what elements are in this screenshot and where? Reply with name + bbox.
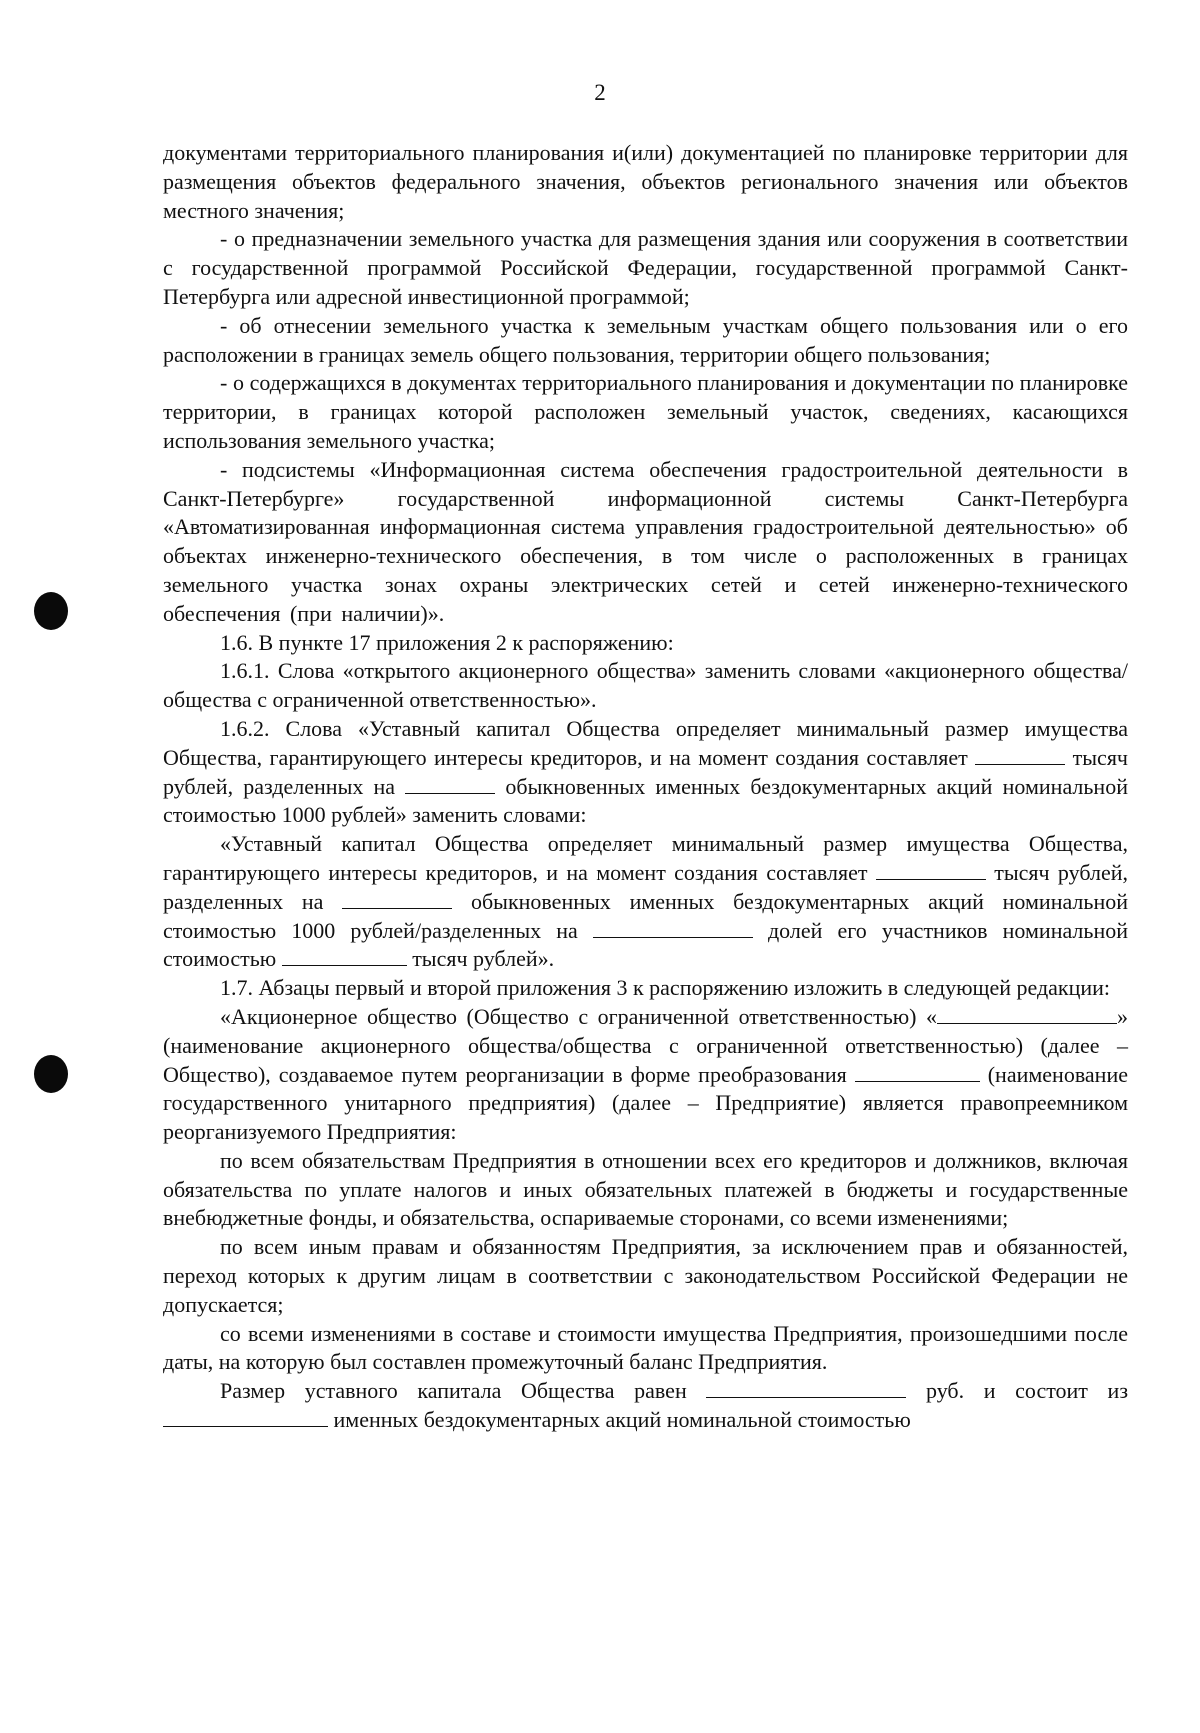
paragraph: 1.6. В пункте 17 приложения 2 к распоряжению: <box>220 629 674 655</box>
blank-field <box>937 1005 1117 1024</box>
blank-field <box>593 919 753 938</box>
page-number: 2 <box>594 80 606 105</box>
paragraph: со всеми изменениями в составе и стоимости имущества Предприятия, произошедшими после даты, на которую был составлен промежуточный баланс Предприятия. <box>163 1320 1128 1375</box>
quote-charter-capital: «Уставный капитал Общества определяет минимальный размер имущества Общества, гарантирующего интересы кредиторов, и на момент создания составляет тысяч рублей, разделенных на обыкновенных именных бездокументарных акций номинальной стоимостью 1000 рублей/разделенных на долей его участников номинальной стоимостью тысяч рублей». <box>163 831 1128 972</box>
paragraph: - о содержащихся в документах территориального планирования и документации по планировке территории, в границах которой расположен земельный участок, сведениях, касающихся использования земельного участка; <box>163 370 1128 453</box>
blank-field <box>163 1408 328 1427</box>
paragraph-capital-size: Размер уставного капитала Общества равен руб. и состоит из именных бездокументарных акций номинальной стоимостью <box>163 1377 1128 1435</box>
blank-field <box>405 775 495 794</box>
quote-company-name: «Акционерное общество (Общество с ограниченной ответственностью) « » (наименование акционерного общества/общества с ограниченной ответственностью) (далее – Общество), создаваемое путем реорганизации в форме преобразования (наименование государственного унитарного предприятия) (далее – Предприятие) является правопреемником реорганизуемого Предприятия: <box>163 1003 1128 1145</box>
blank-field <box>706 1379 906 1398</box>
paragraph: - о предназначении земельного участка для размещения здания или сооружения в соответствии с государственной программой Российской Федерации, государственной программой Санкт-Петербурга или адресной инвестиционной программой; <box>163 226 1128 309</box>
blank-field <box>342 890 452 909</box>
blank-field <box>855 1063 980 1082</box>
blank-field <box>876 861 986 880</box>
paragraph-1-6-2: 1.6.2. Слова «Уставный капитал Общества определяет минимальный размер имущества Общества, гарантирующего интересы кредиторов, и на момент создания составляет тысяч рублей, разделенных на обыкновенных именных бездокументарных акций номинальной стоимостью 1000 рублей» заменить словами: <box>163 715 1128 828</box>
punch-hole-mark <box>34 1055 68 1093</box>
document-body <box>163 139 1128 1435</box>
paragraph: - подсистемы «Информационная система обеспечения градостроительной деятельности в Санкт-Петербурге» государственной информационной системы Санкт-Петербурга «Автоматизированная информационная система управления градостроительной деятельностью» об объектах инженерно-технического обеспечения, в том числе о расположенных в границах земельного участка зонах охраны электрических сетей и сетей инженерно-технического обеспечения (при наличии)». <box>163 456 1128 626</box>
paragraph: по всем обязательствам Предприятия в отношении всех его кредиторов и должников, включая обязательства по уплате налогов и иных обязательных платежей в бюджеты и государственные внебюджетные фонды, и обязательства, оспариваемые сторонами, со всеми изменениями; <box>163 1147 1128 1231</box>
paragraph: по всем иным правам и обязанностям Предприятия, за исключением прав и обязанностей, переход которых к другим лицам в соответствии с законодательством Российской Федерации не допускается; <box>163 1234 1128 1317</box>
paragraph-1-7: 1.7. Абзацы первый и второй приложения 3 к распоряжению изложить в следующей редакции: <box>220 975 1111 1001</box>
punch-hole-mark <box>34 592 68 630</box>
paragraph: 1.6.1. Слова «открытого акционерного общества» заменить словами «акционерного общества/общества с ограниченной ответственностью». <box>163 658 1128 713</box>
blank-field <box>282 947 407 966</box>
blank-field <box>975 746 1065 765</box>
paragraph: документами территориального планирования и(или) документацией по планировке территории для размещения объектов федерального значения, объектов регионального значения или объектов местного значения; <box>163 140 1128 223</box>
paragraph: - об отнесении земельного участка к земельным участкам общего пользования или о его расположении в границах земель общего пользования, территории общего пользования; <box>163 312 1128 367</box>
